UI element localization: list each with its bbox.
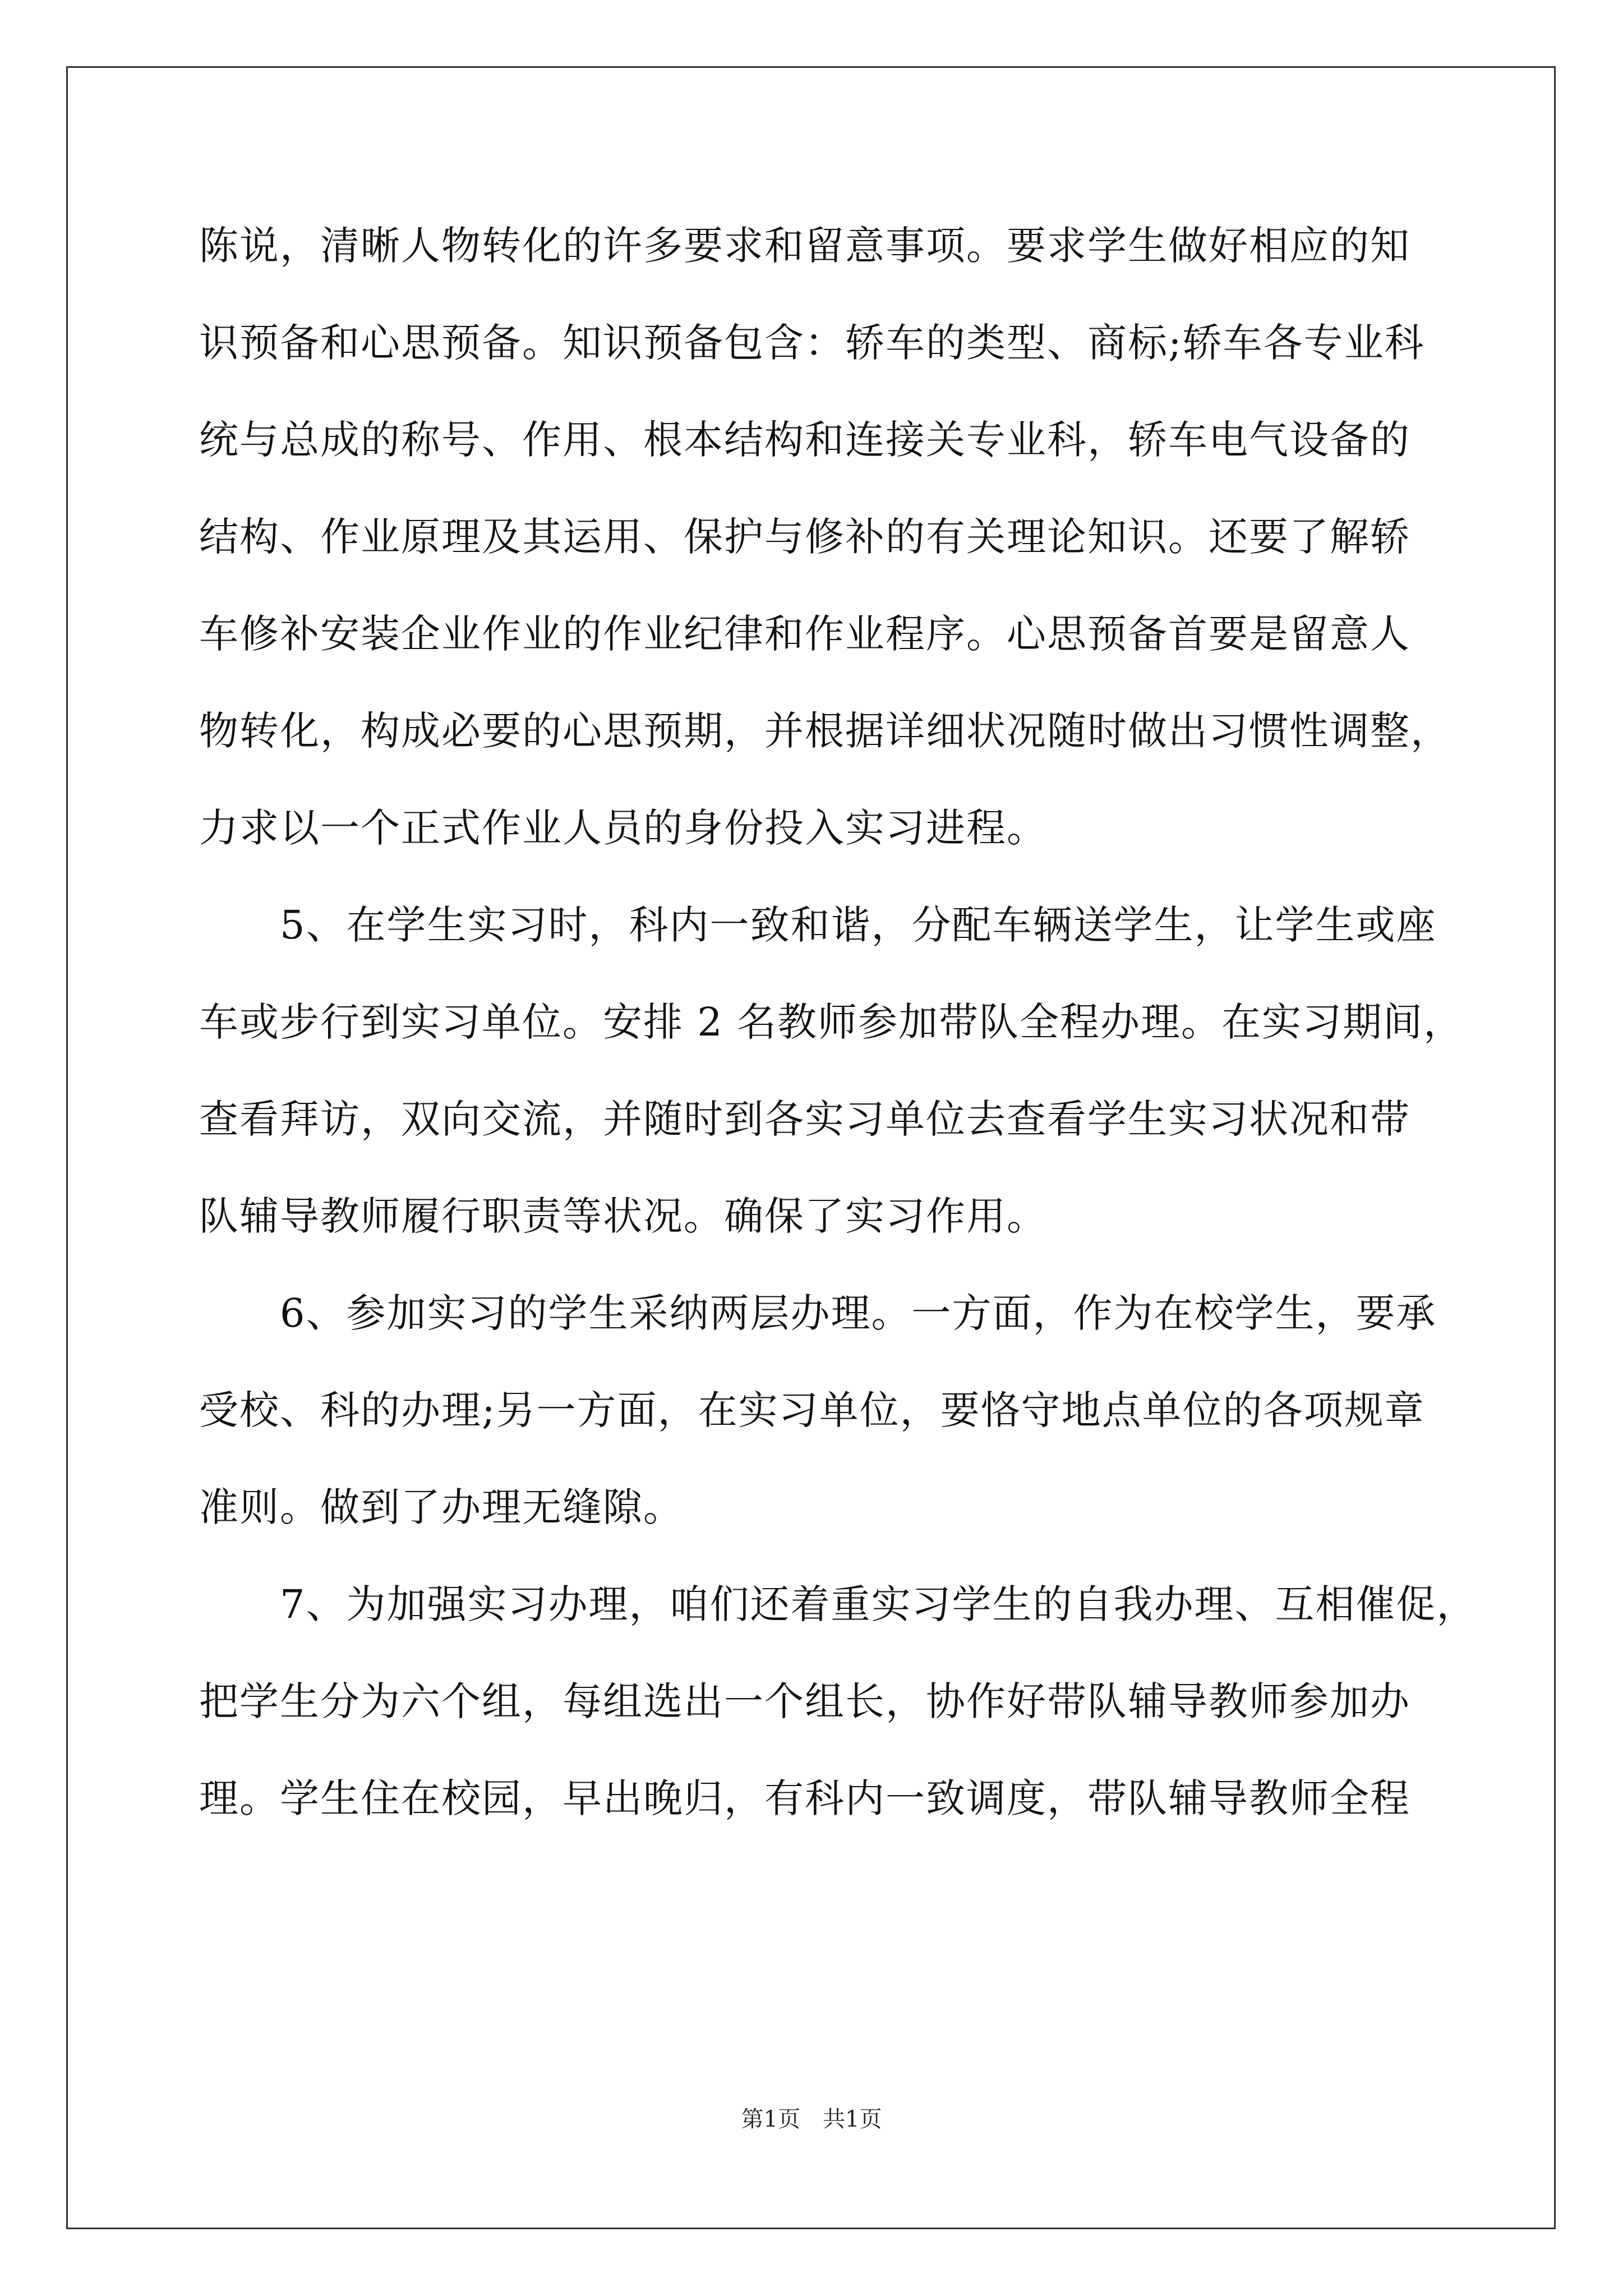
text-line: 受校、科的办理;另一方面，在实习单位，要恪守地点单位的各项规章 (199, 1387, 1425, 1433)
text-line: 统与总成的称号、作用、根本结构和连接关专业科，轿车电气设备的 (199, 417, 1410, 463)
text-line: 陈说，清晰人物转化的许多要求和留意事项。要求学生做好相应的知 (199, 223, 1410, 269)
text-line: 5、在学生实习时，科内一致和谐，分配车辆送学生，让学生或座 (199, 902, 1437, 948)
text-line: 查看拜访，双向交流，并随时到各实习单位去查看学生实习状况和带 (199, 1096, 1410, 1142)
text-line: 结构、作业原理及其运用、保护与修补的有关理论知识。还要了解轿 (199, 514, 1410, 560)
text-line: 准则。做到了办理无缝隙。 (199, 1484, 684, 1530)
text-line: 车修补安装企业作业的作业纪律和作业程序。心思预备首要是留意人 (199, 611, 1410, 657)
text-line: 把学生分为六个组，每组选出一个组长，协作好带队辅导教师参加办 (199, 1678, 1410, 1724)
text-line: 理。学生住在校园，早出晚归，有科内一致调度，带队辅导教师全程 (199, 1775, 1410, 1821)
text-line: 队辅导教师履行职责等状况。确保了实习作用。 (199, 1193, 1047, 1239)
text-line: 力求以一个正式作业人员的身份投入实习进程。 (199, 805, 1047, 851)
text-line: 识预备和心思预备。知识预备包含：轿车的类型、商标;轿车各专业科 (199, 320, 1425, 366)
page-number-footer: 第1页 共1页 (741, 2106, 882, 2132)
text-line: 车或步行到实习单位。安排 2 名教师参加带队全程办理。在实习期间， (199, 999, 1464, 1045)
text-line: 6、参加实习的学生采纳两层办理。一方面，作为在校学生，要承 (199, 1290, 1437, 1336)
text-line: 7、为加强实习办理，咱们还着重实习学生的自我办理、互相催促， (199, 1581, 1477, 1627)
text-line: 物转化，构成必要的心思预期，并根据详细状况随时做出习惯性调整， (199, 708, 1451, 754)
